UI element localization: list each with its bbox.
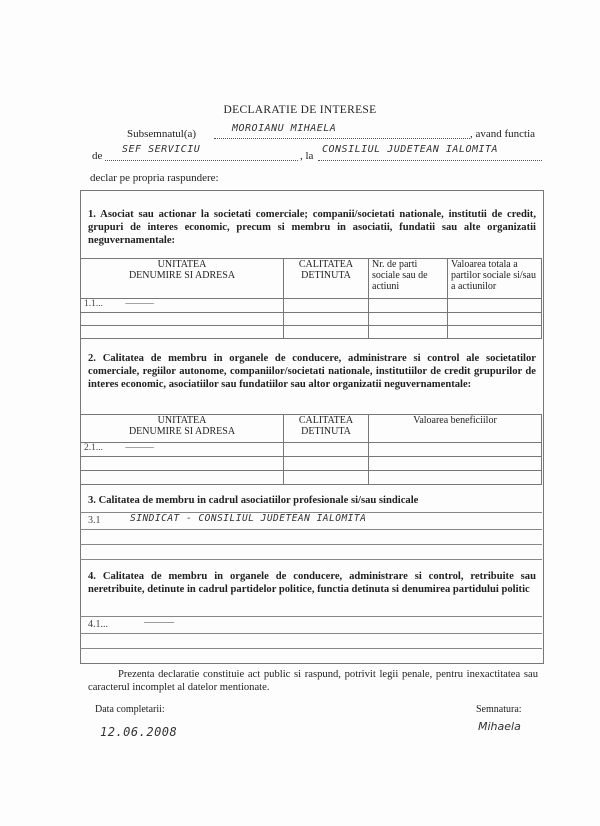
- section1-row[interactable]: [81, 299, 542, 313]
- section1-cell[interactable]: [448, 299, 542, 313]
- section1-table: [80, 258, 542, 339]
- section4-row-label: 4.1...: [88, 619, 108, 630]
- section2-col-calitatea: [284, 415, 369, 443]
- section1-row[interactable]: [81, 313, 542, 326]
- section2-dash: ———: [125, 443, 154, 453]
- section2-row-label: [81, 443, 284, 457]
- section2-col-unitatea: [81, 415, 284, 443]
- section2-col-unitatea-a: UNITATEA: [157, 415, 207, 426]
- section1-row-number: 1.1...: [84, 299, 103, 309]
- avand-functia-label: , avand functia: [470, 128, 536, 140]
- institution-value[interactable]: CONSILIUL JUDETEAN IALOMITA: [322, 144, 499, 155]
- data-completarii-value[interactable]: 12.06.2008: [100, 725, 178, 739]
- section1-col-calitatea: [284, 259, 369, 299]
- section2-col-valoarea: Valoarea beneficiilor: [369, 415, 542, 443]
- section1-row[interactable]: [81, 326, 542, 339]
- section1-cell[interactable]: [369, 299, 448, 313]
- section1-col-calitatea-b: DETINUTA: [301, 270, 351, 281]
- section1-col-valoarea: Valoarea totala a partilor sociale si/sau a actiunilor: [448, 259, 542, 299]
- la-label: , la: [300, 150, 314, 162]
- section2-cell[interactable]: [369, 457, 542, 471]
- section1-cell[interactable]: [284, 299, 369, 313]
- function-value[interactable]: SEF SERVICIU: [122, 144, 201, 155]
- declar-text: declar pe propria raspundere:: [90, 172, 219, 184]
- section2-cell[interactable]: [81, 457, 284, 471]
- section2-col-calitatea-a: CALITATEA: [298, 415, 354, 426]
- section2-cell[interactable]: [369, 471, 542, 485]
- subsemnatul-label: Subsemnatul(a): [127, 128, 197, 140]
- section2-col-unitatea-b: DENUMIRE SI ADRESA: [128, 426, 236, 437]
- section1-cell[interactable]: [284, 326, 369, 339]
- section1-cell[interactable]: [369, 313, 448, 326]
- section1-title: 1. Asociat sau actionar la societati comerciale; companii/societati nationale, institutii de credit, grupuri de interes economic, precum si membru in asociatii, fundatii sau alte organizatii neguvernamentale:: [88, 209, 536, 246]
- signature[interactable]: Mihaela: [478, 720, 521, 733]
- section1-col-unitatea-b: DENUMIRE SI ADRESA: [128, 270, 236, 281]
- section1-cell[interactable]: [448, 326, 542, 339]
- section2-table: [80, 414, 542, 485]
- section4-line: [80, 648, 542, 649]
- name-value[interactable]: MOROIANU MIHAELA: [232, 123, 337, 134]
- section1-row-label: [81, 299, 284, 313]
- section2-col-calitatea-b: DETINUTA: [301, 426, 351, 437]
- section1-header-row: [81, 259, 542, 299]
- section2-title: 2. Calitatea de membru in organele de conducere, administrare si control ale societatilor comerciale, regiilor autonome, companiilor/societati nationale, institutiilor de credit grupurilor de interes economic, asociatiilor sau fundatiilor sau altor organizatii neguvernamentale:: [88, 353, 536, 390]
- section1-col-unitatea: [81, 259, 284, 299]
- section1-cell[interactable]: [81, 326, 284, 339]
- semnatura-label: Semnatura:: [476, 704, 522, 715]
- footer-statement: Prezenta declaratie constituie act public si raspund, potrivit legii penale, pentru inexactitatea sau caracterul incomplet al datelor mentionate.: [88, 669, 538, 693]
- section3-row-value[interactable]: SINDICAT - CONSILIUL JUDETEAN IALOMITA: [130, 513, 367, 524]
- data-completarii-label: Data completarii:: [95, 704, 165, 715]
- section3-line: [80, 544, 542, 545]
- section2-row[interactable]: [81, 443, 542, 457]
- section3-row-label: 3.1: [88, 515, 101, 526]
- section4-title: 4. Calitatea de membru in organele de conducere, administrare si control, retribuite sau neretribuite, detinute in cadrul partidelor politice, functia detinuta si denumirea partidului politic: [88, 571, 536, 595]
- section1-cell[interactable]: [369, 326, 448, 339]
- section2-cell[interactable]: [284, 443, 369, 457]
- section4-line: [80, 633, 542, 634]
- section3-title: 3. Calitatea de membru in cadrul asociatiilor profesionale si/sau sindicale: [88, 495, 419, 506]
- section1-col-unitatea-a: UNITATEA: [157, 259, 207, 270]
- section1-cell[interactable]: [81, 313, 284, 326]
- section2-cell[interactable]: [284, 471, 369, 485]
- section2-cell[interactable]: [81, 471, 284, 485]
- section1-cell[interactable]: [448, 313, 542, 326]
- section1-col-nr-parti: Nr. de parti sociale sau de actiuni: [369, 259, 448, 299]
- section2-header-row: [81, 415, 542, 443]
- de-label: de: [92, 150, 103, 162]
- section3-line: [80, 559, 542, 560]
- section2-cell[interactable]: [369, 443, 542, 457]
- section4-dash: ———: [144, 617, 174, 628]
- section1-dash: ———: [125, 299, 154, 309]
- section1-col-calitatea-a: CALITATEA: [298, 259, 354, 270]
- section2-cell[interactable]: [284, 457, 369, 471]
- document-title: DECLARATIE DE INTERESE: [223, 104, 377, 116]
- section3-line: [80, 529, 542, 530]
- section2-row[interactable]: [81, 457, 542, 471]
- section2-row-number: 2.1...: [84, 443, 103, 453]
- section2-row[interactable]: [81, 471, 542, 485]
- section1-cell[interactable]: [284, 313, 369, 326]
